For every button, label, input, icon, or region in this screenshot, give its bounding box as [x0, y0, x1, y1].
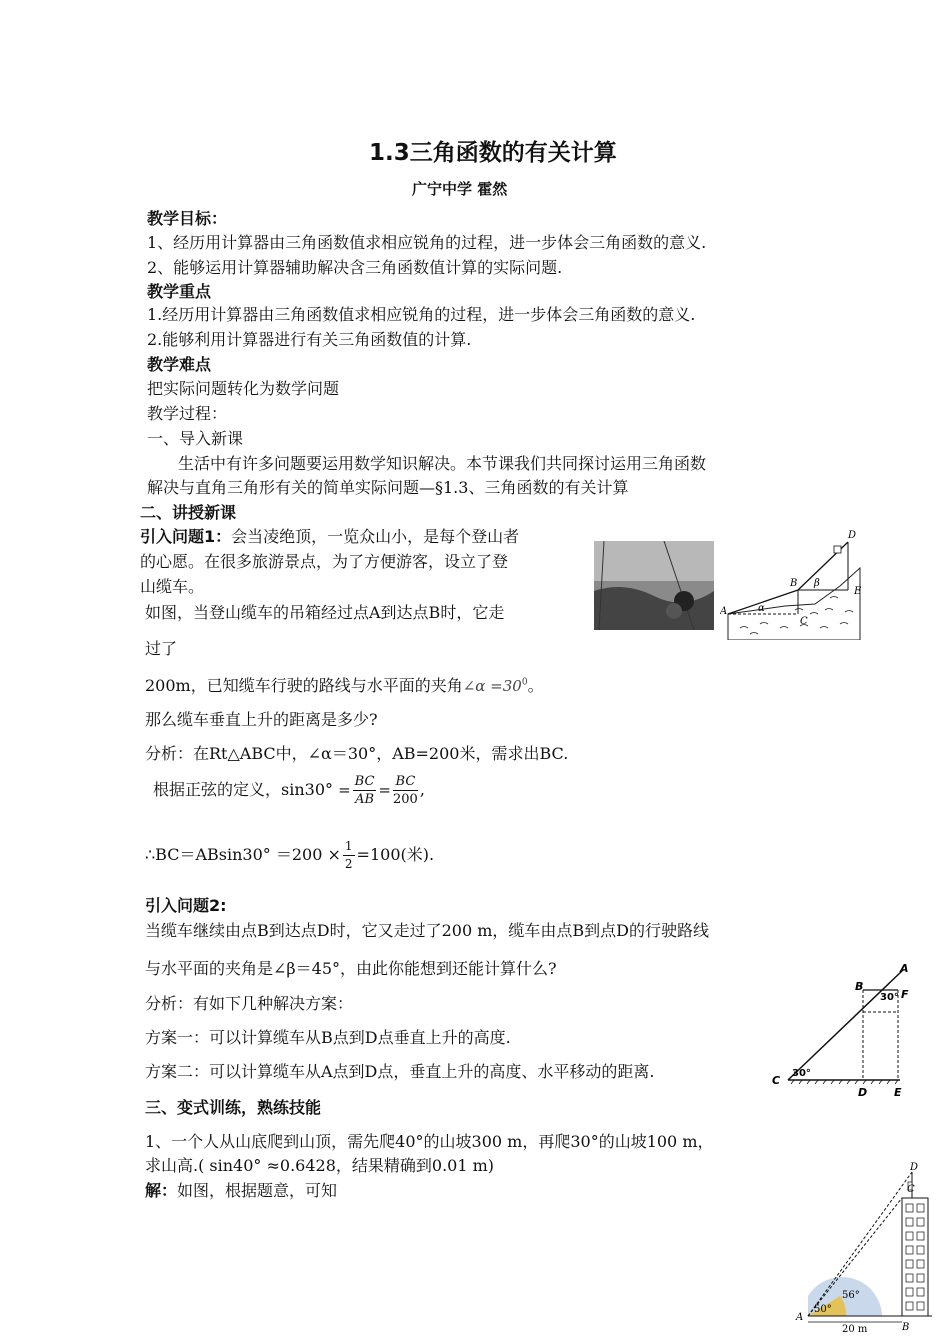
key-item-2: 2.能够利用计算器进行有关三角函数值的计算.: [147, 330, 472, 349]
label-b: B: [790, 578, 798, 589]
q2-line-2: 与水平面的夹角是∠β＝45°，由此你能想到还能计算什么?: [145, 959, 557, 978]
section3-heading: 三、变式训练，熟练技能: [145, 1098, 322, 1117]
label-alpha: α: [758, 603, 765, 614]
key-heading: 教学重点: [147, 282, 212, 301]
q1-label: 引入问题1：: [140, 527, 232, 546]
difficulty-text: 把实际问题转化为数学问题: [147, 379, 340, 398]
author: 广宁中学 霍然: [412, 180, 508, 198]
sine-definition: [153, 773, 425, 808]
fraction-one-half: [343, 838, 355, 873]
q1-line-4: 如图，当登山缆车的吊箱经过点A到达点B时，它走: [145, 603, 505, 622]
goals-heading: 教学目标：: [147, 209, 228, 228]
fraction-denominator: AB: [355, 792, 375, 807]
comma: ,: [419, 780, 425, 799]
plan-2: 方案二：可以计算缆车从A点到D点，垂直上升的高度、水平移动的距离.: [145, 1062, 655, 1081]
label-a: A: [900, 962, 909, 975]
q1-line-1: [140, 524, 519, 547]
fraction-bc-ab: [353, 773, 377, 808]
label-d: D: [858, 1086, 868, 1099]
q1-line-5: 过了: [145, 639, 178, 658]
label-c: C: [772, 1074, 781, 1087]
analysis-1: 分析：在Rt△ABC中，∠α＝30°，AB=200米，需求出BC.: [145, 744, 569, 763]
intro-line-2: 解决与直角三角形有关的简单实际问题—§1.3、三角函数的有关计算: [147, 478, 629, 497]
q1-line-6-end: 。: [527, 676, 544, 695]
q1-line-6: [145, 673, 544, 696]
label-e: E: [894, 1086, 902, 1099]
cable-car-diagram: [720, 528, 870, 640]
q1-line-7: 那么缆车垂直上升的距离是多少?: [145, 710, 378, 729]
goal-item-1: 1、经历用计算器由三角函数值求相应锐角的过程，进一步体会三角函数的意义.: [147, 233, 707, 252]
angle-alpha-expression: ∠α =30: [462, 677, 522, 695]
bc-result: [145, 838, 434, 873]
solution-line: [145, 1178, 337, 1201]
angle-label-56: 56°: [842, 1290, 860, 1301]
fraction-numerator: 1: [343, 838, 355, 856]
label-d: D: [848, 530, 857, 541]
label-b: B: [855, 980, 864, 993]
label-beta: β: [814, 578, 820, 589]
intro-line-1: 生活中有许多问题要运用数学知识解决。本节课我们共同探讨运用三角函数: [178, 454, 707, 473]
cable-car-photo: [594, 541, 714, 630]
label-c: C: [907, 1184, 915, 1195]
analysis-2: 分析：有如下几种解决方案：: [145, 994, 354, 1013]
equals-1: =: [338, 781, 351, 799]
cable-car-photo-illustration: [594, 541, 714, 630]
q1-line-2: 的心愿。在很多旅游景点，为了方便游客，设立了登: [140, 552, 509, 571]
sine-text: 根据正弦的定义，sin30°: [153, 780, 333, 799]
distance-label: 20 m: [842, 1324, 868, 1335]
label-d: D: [910, 1162, 919, 1173]
label-a: A: [720, 606, 728, 617]
fraction-denominator: 2: [344, 857, 353, 871]
problem-1-line-2: 求山高.( sin40° ≈0.6428，结果精确到0.01 m): [145, 1156, 495, 1175]
fraction-numerator: BC: [354, 774, 375, 789]
q1-line-1-text: 会当凌绝顶，一览众山小，是每个登山者: [231, 527, 520, 546]
label-c: C: [800, 616, 808, 627]
angle-label-30-top: 30°: [880, 992, 899, 1003]
problem-1-line-1: 1、一个人从山底爬到山顶，需先爬40°的山坡300 m，再爬30°的山坡100 m，: [145, 1132, 714, 1151]
plan-1: 方案一：可以计算缆车从B点到D点垂直上升的高度.: [145, 1028, 511, 1047]
label-a: A: [796, 1312, 804, 1323]
triangle-diagram: [770, 962, 918, 1102]
label-e: E: [854, 586, 862, 597]
intro-heading: 一、导入新课: [147, 429, 244, 448]
fraction-bc-200: [393, 773, 418, 808]
equals-2: =: [378, 781, 391, 799]
bc-result-text: ∴BC＝ABsin30° ＝200 ×: [145, 845, 341, 864]
building-diagram: [790, 1158, 940, 1336]
q1-line-3: 山缆车。: [140, 577, 205, 596]
angle-label-30-bottom: 30°: [792, 1068, 811, 1079]
q1-line-6-text: 200m，已知缆车行驶的路线与水平面的夹角: [145, 676, 463, 695]
solution-label: 解：: [145, 1181, 178, 1200]
bc-result-end: =100(米).: [356, 845, 435, 864]
solution-text: 如图，根据题意，可知: [177, 1181, 338, 1200]
fraction-denominator: 200: [393, 792, 418, 807]
angle-label-50: 50°: [814, 1304, 832, 1315]
q2-label: 引入问题2:: [145, 896, 227, 915]
goal-item-2: 2、能够运用计算器辅助解决含三角函数值计算的实际问题.: [147, 258, 563, 277]
fraction-numerator: BC: [393, 773, 418, 791]
label-f: F: [901, 988, 909, 1001]
page-title: 1.3三角函数的有关计算: [369, 140, 617, 166]
difficulty-heading: 教学难点: [147, 355, 212, 374]
label-b: B: [902, 1322, 910, 1333]
degree-mark: 0: [521, 677, 528, 688]
section2-heading: 二、讲授新课: [140, 503, 237, 522]
q2-line-1: 当缆车继续由点B到达点D时，它又走过了200 m，缆车由点B到点D的行驶路线: [145, 921, 709, 940]
process-label: 教学过程：: [147, 404, 228, 423]
key-item-1: 1.经历用计算器由三角函数值求相应锐角的过程，进一步体会三角函数的意义.: [147, 305, 696, 324]
